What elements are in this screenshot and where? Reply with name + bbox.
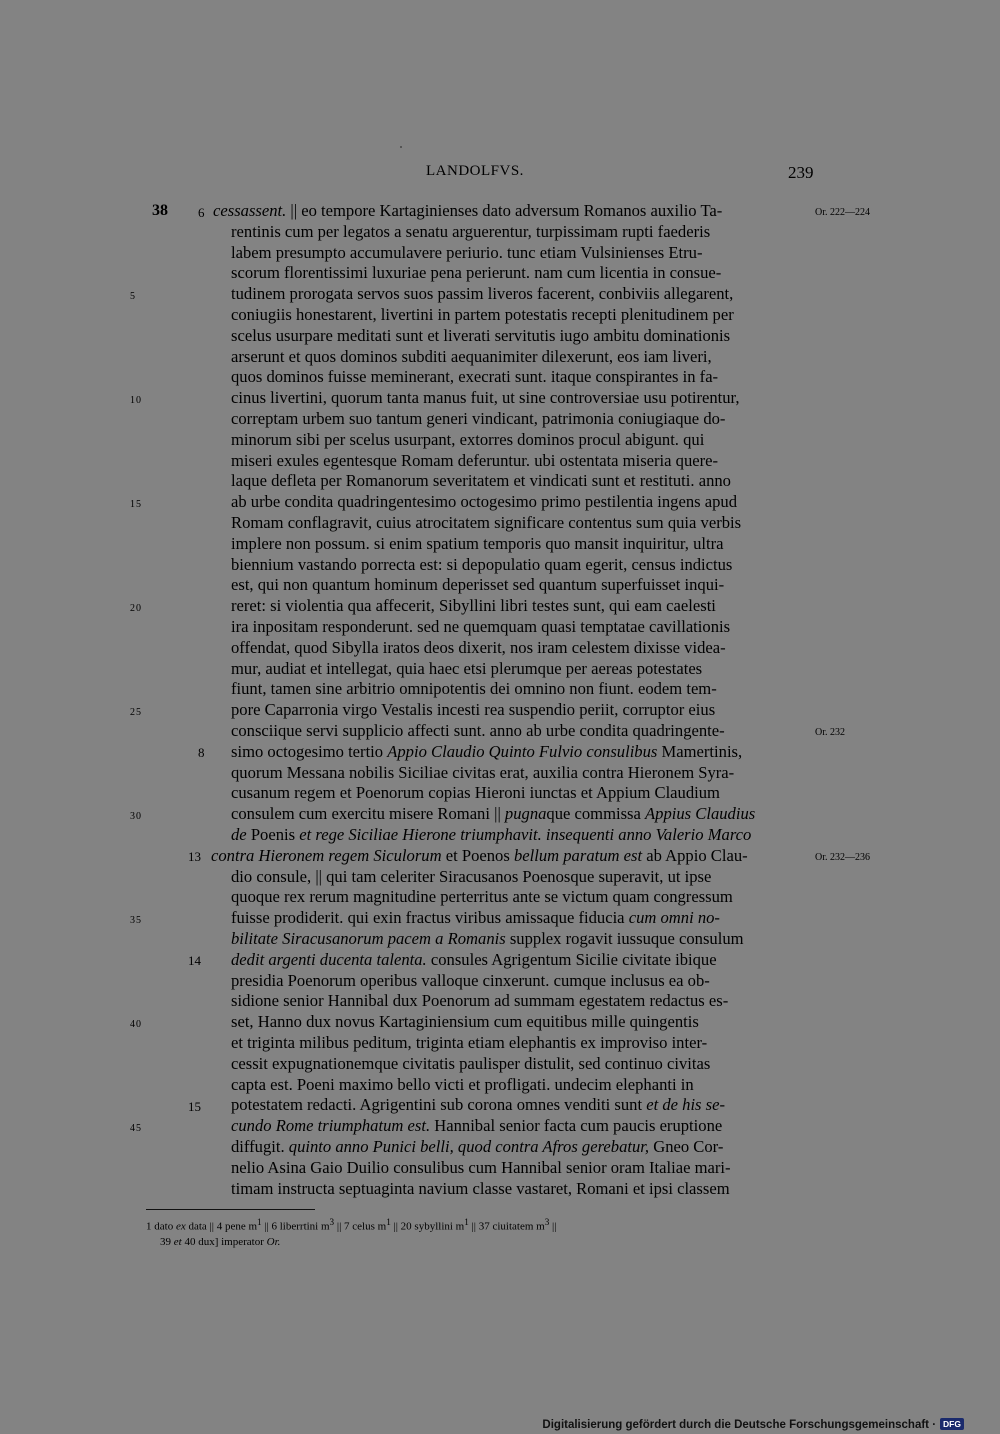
text-line: simo octogesimo tertio Appio Claudio Quinto Fulvio consulibus Mamertinis,	[231, 741, 743, 761]
margin-reference: Or. 222—224	[815, 207, 870, 218]
text-line: consciique servi supplicio affecti sunt. anno ab urbe condita quadringente-	[231, 721, 725, 740]
subsection-number: 13	[188, 849, 201, 864]
scan-speck	[400, 146, 402, 148]
text-line: biennium vastando porrecta est: si depopulatio quam egerit, census indictus	[231, 554, 733, 574]
text-line: contra Hieronem regem Siculorum et Poenos bellum paratum est ab Appio Clau-	[211, 845, 748, 865]
text-line: set, Hanno dux novus Kartaginiensium cum equitibus mille quingentis	[231, 1012, 699, 1032]
text-line: dedit argenti ducenta talenta. consules Agrigentum Sicilie civitate ibique	[231, 949, 717, 969]
text-line: est, qui non quantum hominum deperisset sed quantum superfuisset inqui-	[231, 575, 725, 595]
text-line: scelus usurpare meditati sunt et liverati servitutis iugo ambitu dominationis	[231, 325, 731, 345]
dfg-logo: DFG	[940, 1418, 964, 1430]
text-line: diffugit. quinto anno Punici belli, quod contra Afros gerebatur, Gneo Cor-	[231, 1137, 724, 1156]
line-number: 35	[130, 915, 142, 926]
text-line: implere non possum. si enim spatium temporis quo mansit inquiritur, ultra	[231, 533, 724, 553]
text-line: cundo Rome triumphatum est. Hannibal senior facta cum paucis eruptione	[231, 1116, 723, 1136]
digitization-credit	[542, 1418, 964, 1431]
text-line: cinus livertini, quorum tanta manus fuit, ut sine controversiae usu potirentur,	[231, 388, 740, 408]
line-number: 45	[130, 1123, 142, 1134]
text-line: cusanum regem et Poenorum copias Hieroni iunctas et Appium Claudium	[231, 783, 720, 803]
text-line: de Poenis et rege Siciliae Hierone triumphavit. insequenti anno Valerio Marco	[231, 825, 752, 844]
text-line: quoque rex rerum magnitudine perterritus ante se victum quam congressum	[231, 887, 733, 907]
text-line: et triginta milibus peditum, triginta etiam elephantis ex improviso inter-	[231, 1033, 708, 1052]
text-line: sidione senior Hannibal dux Poenorum ad summam egestatem redactus es-	[231, 991, 729, 1011]
line-number: 30	[130, 811, 142, 822]
text-line: fiunt, tamen sine arbitrio omnipotentis dei omnino non fiunt. eodem tem-	[231, 679, 717, 699]
text-line: ab urbe condita quadringentesimo octogesimo primo pestilentia ingens apud	[231, 492, 737, 512]
text-line: presidia Poenorum operibus valloque cinxerunt. cumque inclusus ea ob-	[231, 970, 710, 990]
text-line: consulem cum exercitu misere Romani || pugnaque commissa Appius Claudius	[231, 804, 756, 824]
text-line: nelio Asina Gaio Duilio consulibus cum Hannibal senior oram Italiae mari-	[231, 1157, 731, 1177]
text-line: labem presumpto accumulavere periurio. tunc etiam Vulsinienses Etru-	[231, 242, 703, 262]
credit-text: Digitalisierung gefördert durch die Deutsche Forschungsgemeinschaft ·	[542, 1419, 937, 1431]
text-line: miseri exules egentesque Romam deferuntur. ubi ostentata miseria quere-	[231, 450, 719, 470]
text-line: Romam conflagravit, cuius atrocitatem significare contentus sum quia verbis	[231, 513, 742, 532]
text-line: bilitate Siracusanorum pacem a Romanis supplex rogavit iussuque consulum	[231, 929, 744, 948]
text-line: quos dominos fuisse meminerant, execrati sunt. itaque conspirantes in fa-	[231, 367, 719, 387]
text-line: pore Caparronia virgo Vestalis incesti rea suspendio periit, corruptor eius	[231, 700, 716, 720]
text-line: tudinem prorogata servos suos passim liveros facerent, conbiviis allegarent,	[231, 284, 734, 304]
text-line: ira inpositam responderunt. sed ne quemquam quasi temptatae cavillationis	[231, 617, 731, 636]
text-line: minorum sibi per scelus usurpant, extorres dominos procul abigunt. qui	[231, 429, 705, 449]
line-number: 25	[130, 707, 142, 718]
text-line: laque defleta per Romanorum severitatem et vindicati sunt et restituti. anno	[231, 471, 731, 491]
text-line: reret: si violentia qua affecerit, Sibyllini libri testes sunt, qui eam caelesti	[231, 596, 716, 616]
line-number: 10	[130, 395, 142, 406]
line-number: 15	[130, 499, 142, 510]
text-line: potestatem redacti. Agrigentini sub corona omnes venditi sunt et de his se-	[231, 1095, 726, 1115]
text-line: cessit expugnationemque civitatis paulisper distulit, sed continuo civitas	[231, 1053, 711, 1073]
subsection-number: 15	[188, 1099, 201, 1114]
text-line: correptam urbem suo tantum generi vindicant, patrimonia coniugiaque do-	[231, 409, 726, 428]
footnote-rule-dash	[275, 1209, 315, 1210]
text-line: capta est. Poeni maximo bello victi et profligati. undecim elephanti in	[231, 1074, 694, 1094]
footnote-line: 39 et 40 dux] imperator Or.	[160, 1236, 281, 1248]
page-number: 239	[788, 163, 814, 182]
text-line: dio consule, || qui tam celeriter Siracusanos Poenosque superavit, ut ipse	[231, 866, 712, 886]
subsection-number: 14	[188, 953, 201, 968]
line-number: 20	[130, 603, 142, 614]
text-line: coniugiis honestarent, livertini in partem potestatis recepti plenitudinem per	[231, 305, 734, 324]
text-line: cessassent. || eo tempore Kartaginienses dato adversum Romanos auxilio Ta-	[213, 201, 723, 220]
subsection-number: 6	[198, 205, 205, 220]
text-line: offendat, quod Sibylla iratos deos dixerit, nos iram celestem dixisse videa-	[231, 637, 726, 657]
margin-reference: Or. 232—236	[815, 852, 870, 863]
text-line: rentinis cum per legatos a senatu arguerentur, turpissimam rupti faederis	[231, 221, 711, 241]
chapter-number: 38	[152, 202, 168, 219]
subsection-number: 8	[198, 745, 205, 760]
running-title: LANDOLFVS.	[426, 163, 524, 179]
footnote-line: 1 dato ex data || 4 pene $m^1$ || 6 liberrtini $m^3$ || 7 celus $m^1$ || 20 sybyllini $m^1$ || 37 ciuitatem $m^3$ ||	[146, 1217, 557, 1233]
line-number: 5	[130, 291, 136, 302]
margin-reference: Or. 232	[815, 727, 845, 738]
text-line: scorum florentissimi luxuriae pena perierunt. nam cum licentia in consue-	[231, 263, 722, 283]
text-line: quorum Messana nobilis Siciliae civitas erat, auxilia contra Hieronem Syra-	[231, 762, 735, 782]
text-line: arserunt et quos dominos subditi aequanimiter dilexerunt, eos iam liveri,	[231, 346, 712, 366]
text-line: timam instructa septuaginta navium classe vastaret, Romani et ipsi classem	[231, 1178, 730, 1198]
text-line: mur, audiat et intellegat, quia haec etsi plerumque per aereas potestates	[231, 658, 703, 678]
line-number: 40	[130, 1019, 142, 1030]
text-line: fuisse prodiderit. qui exin fractus viribus amissaque fiducia cum omni no-	[231, 908, 720, 928]
